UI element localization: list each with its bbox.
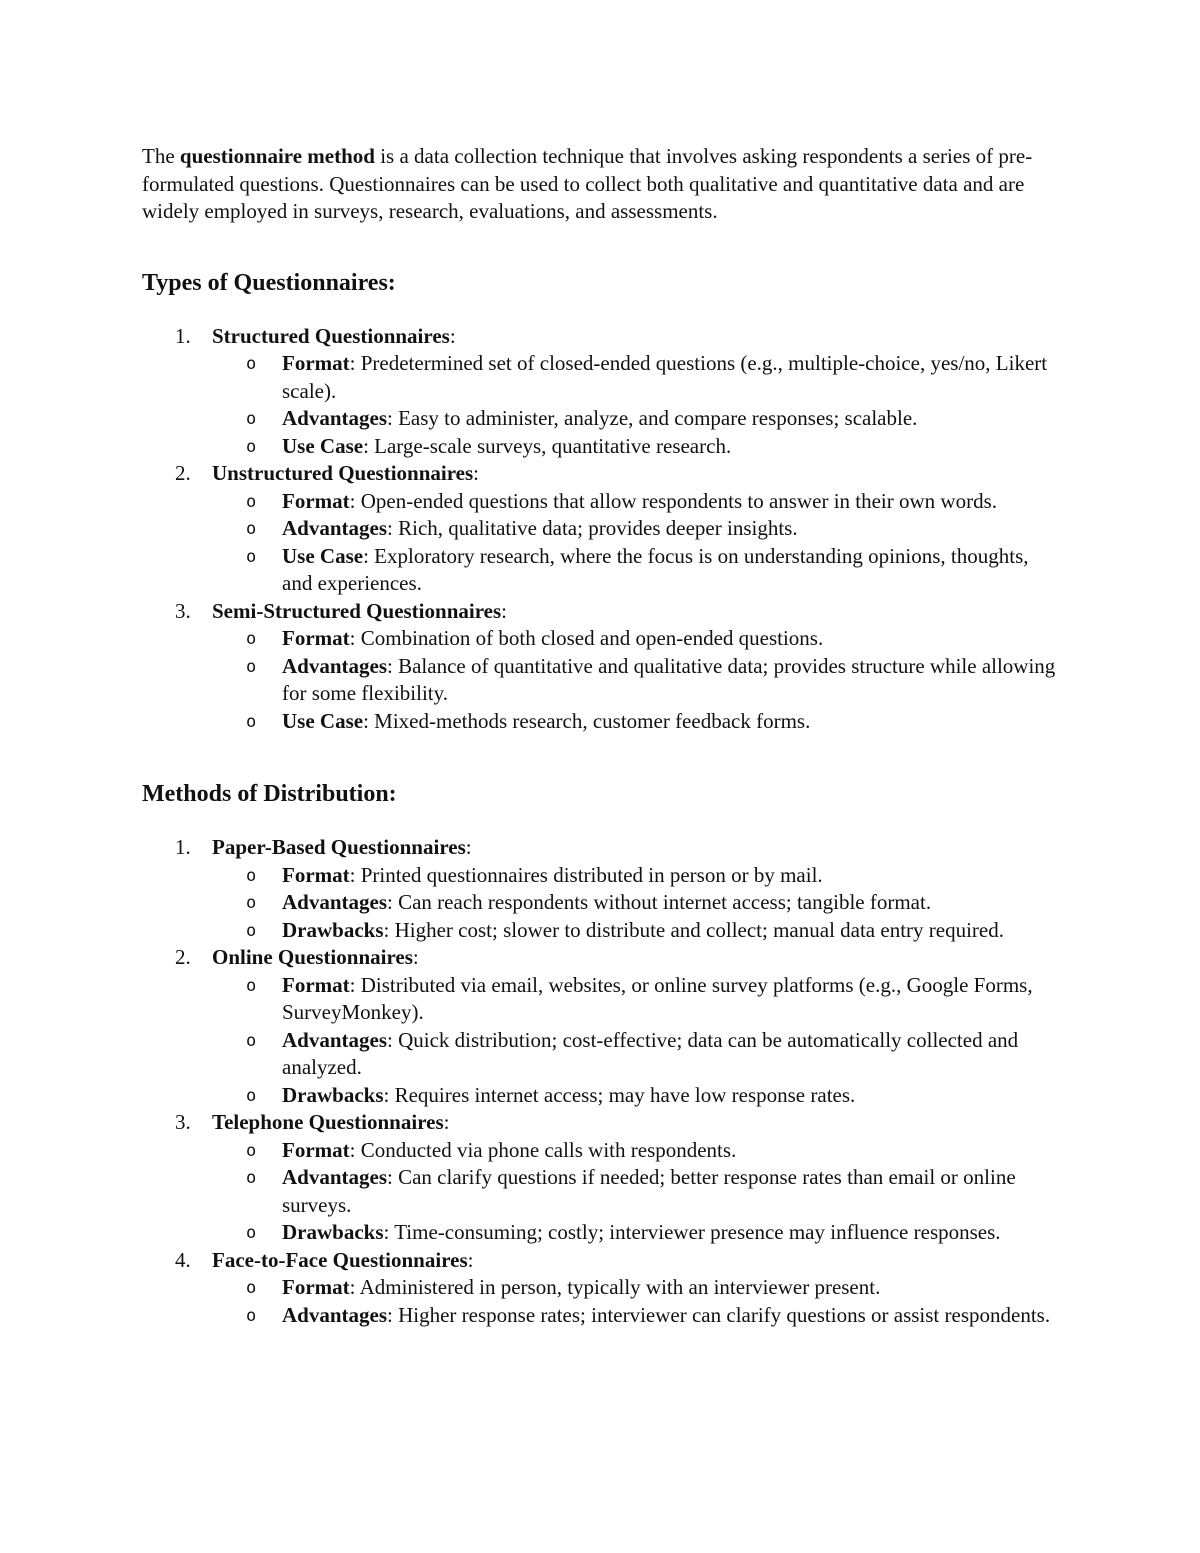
point-label: Advantages <box>282 406 388 430</box>
sub-item <box>212 889 1062 917</box>
point-text: : Combination of both closed and open-ended questions. <box>349 626 824 650</box>
sub-item <box>212 543 1062 598</box>
point-label: Advantages <box>282 1165 388 1189</box>
bullet-icon: o <box>246 656 257 677</box>
bullet-icon: o <box>246 1278 257 1298</box>
intro-term: questionnaire method <box>179 144 375 168</box>
point-label: Use Case <box>282 543 364 568</box>
bullet-icon: o <box>246 711 257 732</box>
point-label: Advantages <box>282 1302 388 1327</box>
bullet-icon: o <box>246 975 257 996</box>
bullet-icon: o <box>246 1223 257 1243</box>
bullet-icon: o <box>246 1030 257 1051</box>
intro-body: is a data collection technique that involves asking respondents a series of pre-formulated questions. Questionnaires can be used to collect both qualitative and quantitative data and are widely employed in surveys, research, evaluations, and assessments. <box>142 144 1033 223</box>
bullet-icon: o <box>246 354 257 374</box>
point-label: Format <box>282 862 350 887</box>
point-text: : Mixed-methods research, customer feedback forms. <box>363 708 811 733</box>
point-text: : Time-consuming; costly; interviewer presence may influence responses. <box>383 1220 1001 1244</box>
sub-item <box>212 862 1062 890</box>
point-label: Use Case <box>282 433 364 458</box>
sub-item <box>212 350 1062 405</box>
point-label: Format <box>282 972 350 997</box>
item-title: Face-to-Face Questionnaires <box>212 1247 468 1272</box>
item-title: Online Questionnaires <box>212 945 413 969</box>
sub-item <box>212 405 1062 433</box>
methods-item <box>142 944 1062 1109</box>
list-number: 3. <box>175 598 191 623</box>
bullet-icon: o <box>246 920 257 941</box>
point-label: Format <box>282 351 350 375</box>
item-colon: : <box>412 945 419 969</box>
item-title: Structured Questionnaires <box>212 323 450 348</box>
point-text: : Can reach respondents without internet access; tangible format. <box>387 890 932 914</box>
types-item <box>142 598 1062 736</box>
point-label: Use Case <box>282 708 364 733</box>
point-label: Format <box>282 1137 350 1162</box>
point-text: : Conducted via phone calls with respondents. <box>349 1137 737 1162</box>
types-heading: Types of Questionnaires: <box>142 269 396 296</box>
item-title: Telephone Questionnaires <box>212 1110 444 1134</box>
point-label: Format <box>282 1275 350 1299</box>
bullet-icon: o <box>246 546 257 567</box>
sub-list <box>212 350 1062 460</box>
item-title: Semi-Structured Questionnaires <box>212 598 502 623</box>
sub-item <box>212 515 1062 543</box>
sub-item <box>212 1082 1062 1110</box>
sub-item <box>212 1219 1062 1247</box>
types-item <box>142 460 1062 598</box>
sub-item <box>212 1137 1062 1165</box>
item-colon: : <box>501 598 507 623</box>
sub-item <box>212 1274 1062 1302</box>
point-text: : Quick distribution; cost-effective; data can be automatically collected and analyzed. <box>282 1027 1019 1079</box>
point-label: Format <box>282 488 350 513</box>
intro-paragraph <box>142 143 1062 226</box>
item-colon: : <box>443 1110 450 1134</box>
list-number: 4. <box>175 1247 191 1272</box>
list-number: 2. <box>175 945 191 969</box>
item-title: Paper-Based Questionnaires <box>212 835 466 859</box>
methods-item <box>142 1109 1062 1247</box>
point-label: Drawbacks <box>282 917 384 942</box>
point-label: Drawbacks <box>282 1220 384 1244</box>
sub-list <box>212 1274 1062 1329</box>
sub-item <box>212 488 1062 516</box>
sub-item <box>212 917 1062 945</box>
sub-list <box>212 488 1062 598</box>
point-text: : Higher response rates; interviewer can clarify questions or assist respondents. <box>387 1302 1051 1327</box>
point-text: : Open-ended questions that allow respondents to answer in their own words. <box>349 488 998 513</box>
methods-item <box>142 834 1062 944</box>
point-text: : Predetermined set of closed-ended questions (e.g., multiple-choice, yes/no, Likert scale). <box>282 351 1048 403</box>
bullet-icon: o <box>246 1305 257 1326</box>
bullet-icon: o <box>246 1140 257 1161</box>
sub-item <box>212 1302 1062 1330</box>
point-label: Advantages <box>282 653 388 678</box>
bullet-icon: o <box>246 865 257 886</box>
bullet-icon: o <box>246 519 257 539</box>
item-colon: : <box>473 461 480 485</box>
document-page <box>142 143 1062 1329</box>
methods-list <box>142 834 1062 1329</box>
bullet-icon: o <box>246 491 257 512</box>
sub-item <box>212 972 1062 1027</box>
sub-item <box>212 708 1062 736</box>
point-text: : Distributed via email, websites, or online survey platforms (e.g., Google Forms, SurveyMonkey). <box>282 972 1033 1024</box>
point-text: : Can clarify questions if needed; better response rates than email or online surveys. <box>282 1165 1016 1217</box>
item-colon: : <box>449 323 456 348</box>
point-text: : Easy to administer, analyze, and compare responses; scalable. <box>387 406 918 430</box>
bullet-icon: o <box>246 1168 257 1188</box>
point-label: Format <box>282 626 350 650</box>
sub-item <box>212 653 1062 708</box>
sub-list <box>212 862 1062 945</box>
point-text: : Higher cost; slower to distribute and collect; manual data entry required. <box>383 917 1004 942</box>
bullet-icon: o <box>246 1085 257 1106</box>
sub-list <box>212 1137 1062 1247</box>
list-number: 1. <box>175 835 191 859</box>
item-colon: : <box>465 835 472 859</box>
bullet-icon: o <box>246 893 257 913</box>
bullet-icon: o <box>246 409 257 429</box>
point-label: Advantages <box>282 890 388 914</box>
list-number: 1. <box>175 323 191 348</box>
intro-prefix: The <box>142 144 180 168</box>
point-text: : Exploratory research, where the focus is on understanding opinions, thoughts, and experiences. <box>282 543 1029 595</box>
point-text: : Requires internet access; may have low response rates. <box>383 1082 856 1107</box>
methods-item <box>142 1247 1062 1330</box>
sub-list <box>212 625 1062 735</box>
types-item <box>142 323 1062 461</box>
point-text: : Printed questionnaires distributed in person or by mail. <box>349 862 823 887</box>
sub-item <box>212 433 1062 461</box>
types-list <box>142 323 1062 736</box>
list-number: 3. <box>175 1110 191 1134</box>
point-text: : Large-scale surveys, quantitative research. <box>363 433 732 458</box>
point-label: Advantages <box>282 1027 388 1052</box>
point-text: : Balance of quantitative and qualitative data; provides structure while allowing for some flexibility. <box>282 653 1056 705</box>
point-text: : Administered in person, typically with an interviewer present. <box>349 1275 881 1299</box>
point-label: Advantages <box>282 516 388 540</box>
point-label: Drawbacks <box>282 1082 384 1107</box>
item-colon: : <box>467 1247 474 1272</box>
bullet-icon: o <box>246 436 257 457</box>
methods-heading: Methods of Distribution: <box>142 781 397 807</box>
sub-item <box>212 625 1062 653</box>
bullet-icon: o <box>246 629 257 649</box>
sub-item <box>212 1164 1062 1219</box>
item-title: Unstructured Questionnaires <box>212 461 474 485</box>
list-number: 2. <box>175 461 191 485</box>
sub-list <box>212 972 1062 1110</box>
sub-item <box>212 1027 1062 1082</box>
point-text: : Rich, qualitative data; provides deeper insights. <box>387 516 798 540</box>
